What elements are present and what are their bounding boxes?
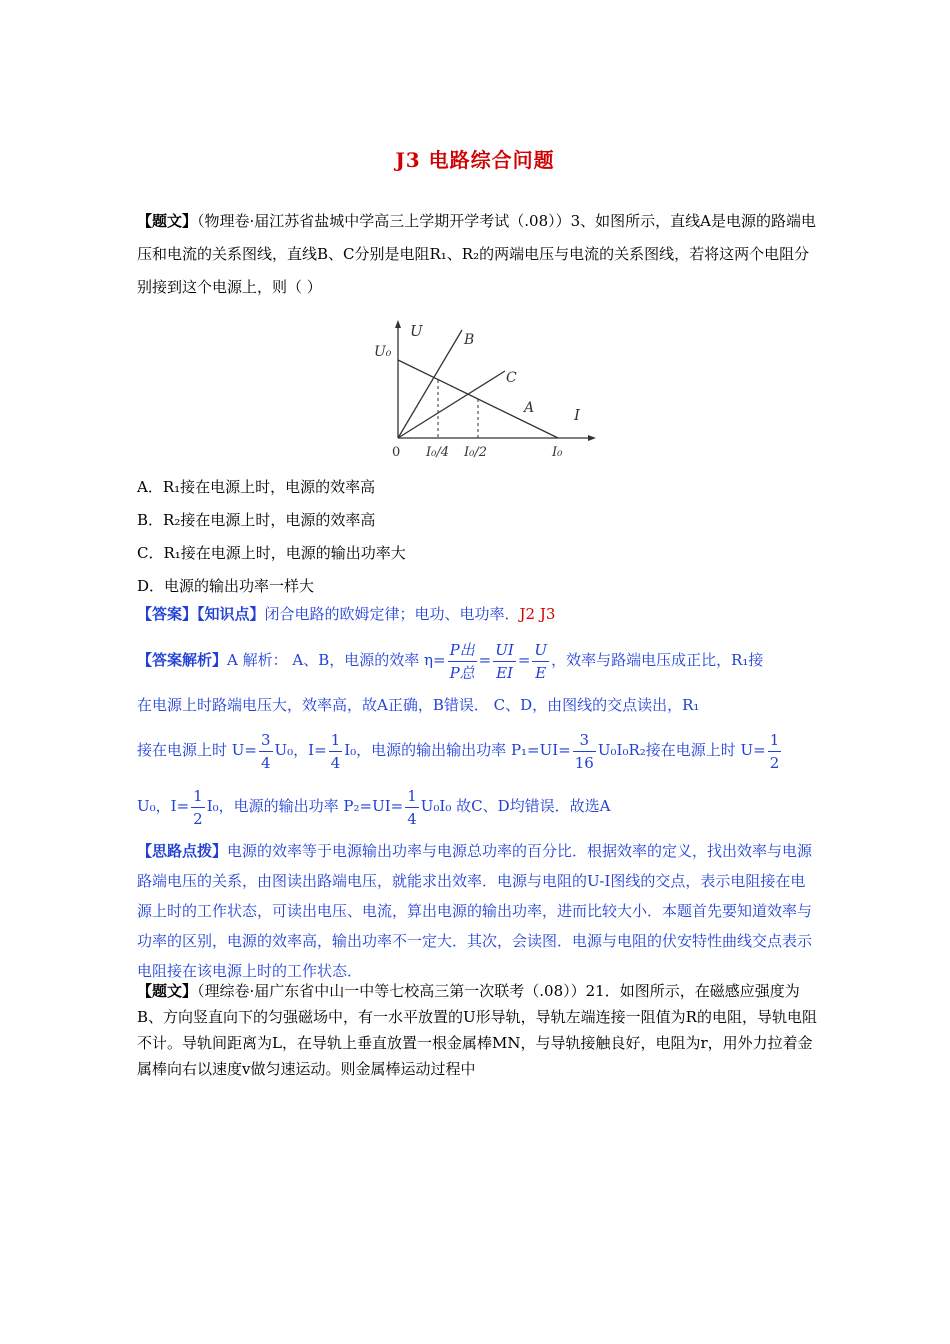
line-b — [398, 330, 462, 438]
page-title: J3 电路综合问题 — [395, 148, 555, 172]
analysis-line-2: 在电源上时路端电压大，效率高，故A正确，B错误． C、D，由图线的交点读出，R₁ — [137, 696, 700, 714]
origin-label: 0 — [392, 445, 401, 460]
fraction: $\frac{U}{E}$ — [534, 640, 548, 682]
fraction: $\frac{1}{2}$ — [769, 730, 780, 772]
question-1-text — [137, 205, 817, 304]
analysis-text-1: A 解析： A、B，电源的效率 η= — [227, 651, 446, 669]
knowledge-point-text: 闭合电路的欧姆定律；电功、电功率． — [264, 605, 520, 623]
fraction: $\frac{1}{2}$ — [193, 786, 203, 828]
hint-text: 电源的效率等于电源输出功率与电源总功率的百分比．根据效率的定义，找出效率与电源路端电压的关系，由图读出路端电压，就能求出效率．电源与电阻的U-I图线的交点，表示电阻接在电源上时的工作状态，可读出电压、电流，算出电源的输出功率，进而比较大小．本题首先要知道效率与功率的区别，电源的效率高，输出功率不一定大．其次，会读图．电源与电阻的伏安特性曲线交点表示电阻接在该电源上时的工作状态． — [137, 842, 813, 980]
fraction: $\frac{\text{P出}}{\text{P总}}$ — [449, 640, 475, 682]
knowledge-point-codes: J2 J3 — [519, 605, 556, 623]
i0-half-label: I₀/2 — [464, 445, 487, 460]
u-i-graph — [370, 318, 600, 460]
line-b-label: B — [464, 332, 475, 348]
option-d: D．电源的输出功率一样大 — [137, 577, 315, 595]
analysis-text-2: ，效率与路端电压成正比，R₁接 — [551, 651, 764, 669]
analysis-tag: 【答案解析】 — [137, 651, 228, 669]
answer-line — [137, 598, 817, 631]
question-tag: 【题文】 — [137, 212, 198, 230]
question-2-text — [137, 978, 817, 1082]
fraction: $\frac{3}{16}$ — [574, 730, 594, 772]
line-a-label: A — [524, 400, 535, 416]
question-body: （理综卷·届广东省中山一中等七校高三第一次联考（.08））21．如图所示，在磁感应强度为B、方向竖直向下的匀强磁场中，有一水平放置的U形导轨，导轨左端连接一阻值为R的电阻，导轨电阻不计。导轨间距离为L，在导轨上垂直放置一根金属棒MN，与导轨接触良好，电阻为r，用外力拉着金属棒向右以速度v做匀速运动。则金属棒运动过程中 — [137, 982, 817, 1078]
question-body: （物理卷·届江苏省盐城中学高三上学期开学考试（.08））3、如图所示，直线A是电源的路端电压和电流的关系图线，直线B、C分别是电阻R₁、R₂的两端电压与电流的关系图线，若将这两个电阻分别接到这个电源上，则（ ） — [137, 212, 817, 296]
fraction: $\frac{1}{4}$ — [330, 730, 341, 772]
fraction: $\frac{3}{4}$ — [260, 730, 271, 772]
option-b: B．R₂接在电源上时，电源的效率高 — [137, 511, 376, 529]
fraction: $\frac{1}{4}$ — [407, 786, 417, 828]
analysis-line-4: U₀，I= $\frac{1}{2}$ I₀，电源的输出功率 P₂=UI= $\frac{1}{4}$ U₀I₀ 故C、D均错误．故选A — [137, 786, 611, 828]
hint-tag: 【思路点拨】 — [137, 842, 228, 860]
i0-quarter-label: I₀/4 — [426, 445, 449, 460]
i-axis-label: I — [574, 406, 580, 424]
option-a: A．R₁接在电源上时，电源的效率高 — [137, 478, 376, 496]
i0-label: I₀ — [552, 445, 563, 460]
fraction: $\frac{UI}{EI}$ — [495, 640, 514, 682]
line-c-label: C — [506, 370, 517, 386]
hint-paragraph — [137, 836, 817, 986]
answer-tag: 【答案】 — [137, 605, 198, 623]
knowledge-point-tag: 【知识点】 — [197, 605, 265, 623]
u-axis-label: U — [410, 322, 423, 340]
analysis-line-1: 【答案解析】A 解析： A、B，电源的效率 η= $\frac{\text{P出}}{\text{P总}}$ = $\frac{UI}{EI}$ = $\frac{U}{E}$ ，效率与路端电压成正比，R₁接 — [137, 640, 764, 682]
analysis-line-3: 接在电源上时 U= $\frac{3}{4}$ U₀，I= $\frac{1}{4}$ I₀，电源的输出输出功率 P₁=UI= $\frac{3}{16}$ U₀I₀R₂接在电源上时 U= $\frac{1}{2}$ — [137, 730, 780, 772]
u0-label: U₀ — [374, 344, 392, 360]
question-tag: 【题文】 — [137, 982, 198, 1000]
option-c: C．R₁接在电源上时，电源的输出功率大 — [137, 544, 406, 562]
